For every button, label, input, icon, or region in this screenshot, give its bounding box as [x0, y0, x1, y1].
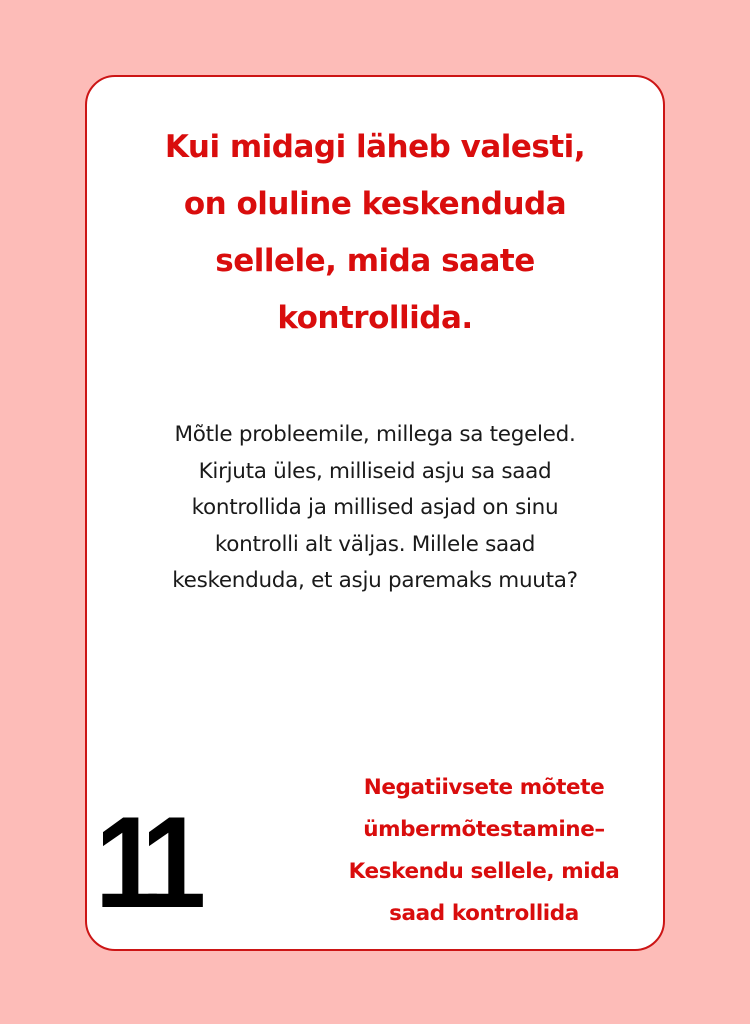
card-title-line: Kui midagi läheb valesti,	[164, 129, 586, 165]
card-body-line: Kirjuta üles, milliseid asju sa saad	[198, 458, 552, 484]
card-title-line: kontrollida.	[277, 300, 473, 336]
card-subtitle-line: saad kontrollida	[389, 901, 579, 926]
card-subtitle	[319, 767, 649, 935]
card-subtitle-line: Keskendu sellele, mida	[348, 859, 620, 884]
card-title	[87, 119, 663, 347]
card-body-text	[107, 417, 643, 600]
card-body-line: kontrollida ja millised asjad on sinu	[191, 495, 559, 520]
card-title-line: sellele, mida saate	[215, 243, 535, 279]
card-subtitle-line: ümbermõtestamine–	[363, 817, 605, 842]
card-body-line: Mõtle probleemile, millega sa tegeled.	[174, 422, 576, 447]
card-number: 11	[95, 789, 194, 935]
card-body-line: kontrolli alt väljas. Millele saad	[214, 531, 536, 557]
card-body-line: keskenduda, et asju paremaks muuta?	[172, 568, 578, 593]
card	[85, 75, 665, 951]
card-subtitle-line: Negatiivsete mõtete	[363, 775, 605, 800]
card-title-line: on oluline keskenduda	[183, 186, 567, 222]
